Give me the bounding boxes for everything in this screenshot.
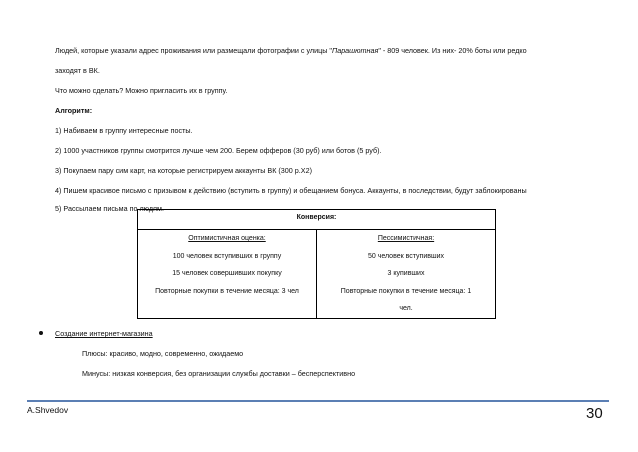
text-fragment: " - 809 человек. Из них- 20% боты или редко — [378, 46, 527, 55]
table-header: Конверсия: — [138, 210, 496, 230]
algorithm-title: Алгоритм: — [55, 106, 93, 115]
footer-author: A.Shvedov — [27, 405, 69, 415]
table-cell-line: 3 купивших — [387, 270, 425, 277]
algorithm-step: 2) 1000 участников группы смотрится лучше чем 200. Берем офферов (30 руб) или ботов (5 руб). — [55, 146, 382, 155]
pros-line: Плюсы: красиво, модно, современно, ожидаемо — [82, 349, 244, 358]
pessimistic-title: Пессимистичная: — [377, 235, 435, 242]
table-cell-line: Повторные покупки в течение месяца: 1 — [340, 287, 472, 295]
table-cell-line: Повторные покупки в течение месяца: 3 чел — [155, 287, 299, 295]
table-cell-line: чел. — [399, 305, 413, 312]
paragraph-line — [55, 46, 527, 55]
bullet-title: Создание интернет-магазина — [55, 329, 153, 338]
algorithm-step: 3) Покупаем пару сим карт, на которые регистрируем аккаунты ВК (300 р.Х2) — [55, 166, 312, 175]
street-name: Парашютная — [331, 46, 379, 55]
algorithm-step: 5) Рассылаем письма по людям. — [55, 204, 164, 213]
table-cell-line: 15 человек совершивших покупку — [172, 270, 282, 277]
footer-divider — [27, 400, 609, 402]
cons-line: Минусы: низкая конверсия, без организации службы доставки – бесперспективно — [82, 369, 356, 378]
paragraph-line: заходят в ВК. — [55, 66, 100, 75]
bullet-icon — [39, 331, 43, 335]
table-cell-line: 100 человек вступивших в группу — [172, 252, 282, 260]
conversion-table — [137, 209, 496, 319]
algorithm-step: 1) Набиваем в группу интересные посты. — [55, 126, 193, 135]
text-fragment: Людей, которые указали адрес проживания или размещали фотографии с улицы " — [55, 46, 332, 55]
optimistic-title: Оптимистичная оценка: — [188, 235, 266, 242]
paragraph-line: Что можно сделать? Можно пригласить их в группу. — [55, 86, 228, 95]
optimistic-column — [138, 230, 317, 319]
pessimistic-column — [317, 230, 496, 319]
table-cell-line: 50 человек вступивших — [367, 252, 444, 260]
algorithm-step: 4) Пишем красивое письмо с призывом к действию (вступить в группу) и обещанием бонуса. Аккаунты, в последствии, будут заблокированы — [55, 186, 527, 195]
page-number: 30 — [586, 405, 603, 422]
